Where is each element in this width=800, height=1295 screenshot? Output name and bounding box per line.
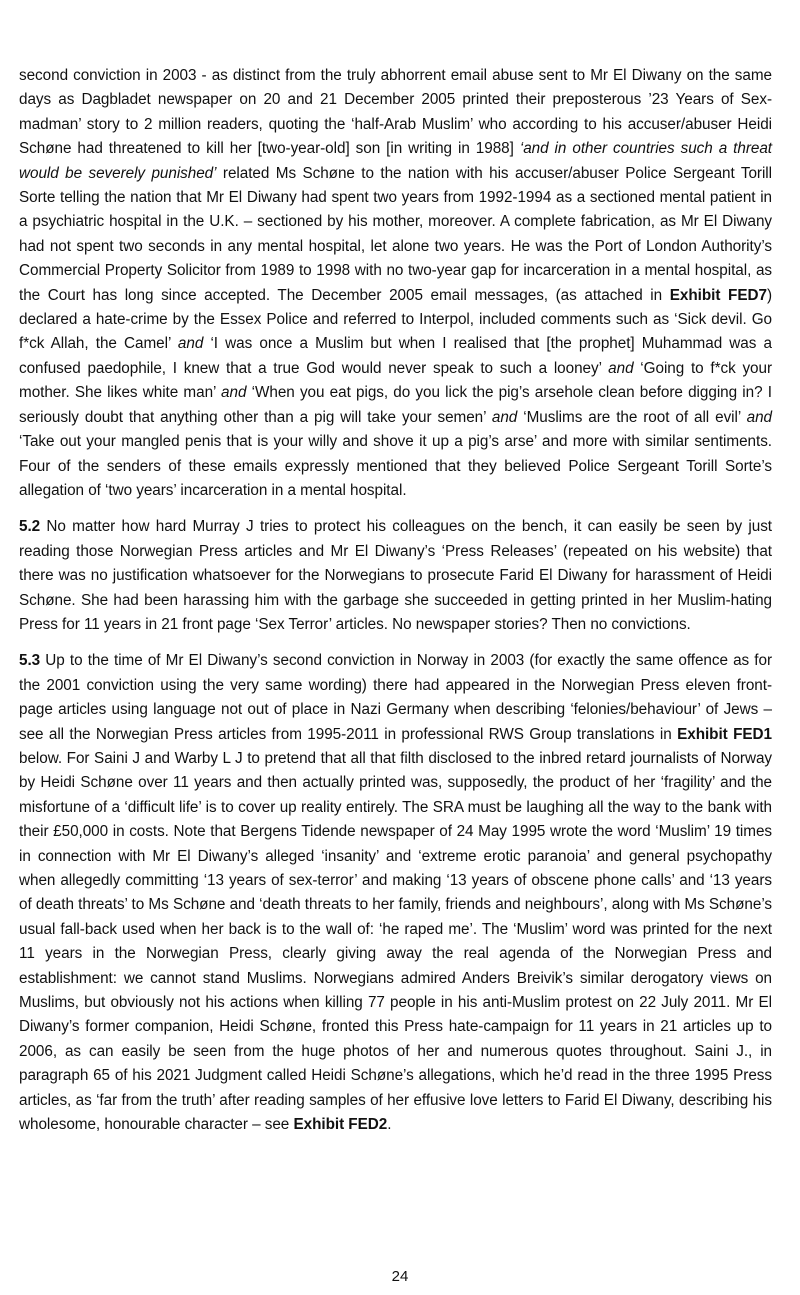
- paragraph: [19, 649, 772, 1137]
- text-run: Up to the time of Mr El Diwany’s second conviction in Norway in 2003 (for exactly the same offence as for the 2001 conviction using the very same wording) there had appeared in the Norwegian Press eleven front-page articles using language not out of place in Nazi Germany when describing ‘felonies/behaviour’ of Jews – see all the Norwegian Press articles from 1995-2011 in professional RWS Group translations in: [19, 652, 772, 743]
- text-run: ‘I was once a Muslim but when I realised that [the prophet] Muhammad was a confused paedophile, I knew that a true God would never speak to such a looney’: [19, 335, 772, 377]
- bold-text: Exhibit FED2: [293, 1116, 388, 1134]
- italic-text: and: [221, 384, 247, 402]
- bold-text: Exhibit FED7: [669, 286, 767, 304]
- italic-text: ‘and in other countries such a threat would be severely punished’: [19, 140, 772, 182]
- paragraph: [19, 515, 772, 637]
- text-run: ‘Muslims are the root of all evil’: [517, 408, 747, 426]
- body-text: [19, 64, 772, 1137]
- text-run: ‘Take out your mangled penis that is your willy and shove it up a pig’s arse’ and more with similar sentiments. Four of the senders of these emails expressly mentioned that they believed Police Sergeant Torill Sorte’s allegation of ‘two years’ incarceration in a mental hospital.: [19, 433, 772, 499]
- italic-text: and: [746, 408, 772, 426]
- text-run: below. For Saini J and Warby L J to pretend that all that filth disclosed to the inbred retard journalists of Norway by Heidi Schøne over 11 years and then actually printed was, supposedly, the product of her ‘fragility’ and the misfortune of a ‘difficult life’ is to cover up reality entirely. The SRA must be laughing all the way to the bank with their £50,000 in costs. Note that Bergens Tidende newspaper of 24 May 1995 wrote the word ‘Muslim’ 19 times in connection with Mr El Diwany’s alleged ‘insanity’ and ‘extreme erotic paranoia’ and general psychopathy when allegedly committing ‘13 years of sex-terror’ and making ‘13 years of obscene phone calls’ and ‘13 years of death threats’ to Ms Schøne and ‘death threats to her family, friends and neighbours’, along with Ms Schøne’s usual fall-back used when her back is to the wall of: ‘he raped me’. The ‘Muslim’ word was printed for the next 11 years in the Norwegian Press, clearly giving away the real agenda of the Norwegian Press and establishment: we cannot stand Muslims. Norwegians admired Anders Breivik’s similar derogatory views on Muslims, but obviously not his actions when killing 77 people in his anti-Muslim protest on 22 July 2011. Mr El Diwany’s former companion, Heidi Schøne, fronted this Press hate-campaign for 11 years in 21 articles up to 2006, as can easily be seen from the huge photos of her and numerous quotes throughout. Saini J., in paragraph 65 of his 2021 Judgment called Heidi Schøne’s allegations, which he’d read in the three 1995 Press articles, as ‘far from the truth’ after reading samples of her effusive love letters to Farid El Diwany, describing his wholesome, honourable character – see: [19, 749, 772, 1134]
- text-run: ‘When you eat pigs, do you lick the pig’s arsehole clean before digging in? I seriously doubt that anything other than a pig will take your semen’: [19, 384, 772, 426]
- text-run: .: [387, 1116, 392, 1134]
- text-run: second conviction in 2003 - as distinct from the truly abhorrent email abuse sent to Mr El Diwany on the same days as Dagbladet newspaper on 20 and 21 December 2005 printed their preposterous ’23 Years of Sex-madman’ story to 2 million readers, quoting the ‘half-Arab Muslim’ who according to his accuser/abuser Heidi Schøne had threatened to kill her [two-year-old] son [in writing in 1988]: [19, 67, 772, 158]
- bold-text: 5.3: [19, 652, 41, 670]
- italic-text: and: [177, 335, 204, 353]
- bold-text: 5.2: [19, 518, 41, 536]
- text-run: related Ms Schøne to the nation with his accuser/abuser Police Sergeant Torill Sorte telling the nation that Mr El Diwany had spent two years from 1992-1994 as a sectioned mental patient in a psychiatric hospital in the U.K. – sectioned by his mother, moreover. A complete fabrication, as Mr El Diwany had not spent two seconds in any mental hospital, let alone two years. He was the Port of London Authority’s Commercial Property Solicitor from 1989 to 1998 with no two-year gap for incarceration in a mental hospital, as the Court has long since accepted. The December 2005 email messages, (as attached in: [19, 164, 772, 304]
- text-run: No matter how hard Murray J tries to protect his colleagues on the bench, it can easily be seen by just reading those Norwegian Press articles and Mr El Diwany’s ‘Press Releases’ (repeated on his website) that there was no justification whatsoever for the Norwegians to prosecute Farid El Diwany for harassment of Heidi Schøne. She had been harassing him with the garbage she succeeded in getting printed in her Muslim-hating Press for 11 years in 21 front page ‘Sex Terror’ articles. No newspaper stories? Then no convictions.: [19, 518, 772, 633]
- italic-text: and: [608, 359, 634, 377]
- paragraph: [19, 64, 772, 503]
- text-run: ) declared a hate-crime by the Essex Police and referred to Interpol, included comments such as ‘Sick devil. Go f*ck Allah, the Camel’: [19, 286, 772, 353]
- bold-text: Exhibit FED1: [677, 725, 772, 743]
- text-run: ‘Going to f*ck your mother. She likes white man’: [19, 359, 773, 402]
- page-number: 24: [391, 1268, 409, 1285]
- italic-text: and: [491, 408, 518, 426]
